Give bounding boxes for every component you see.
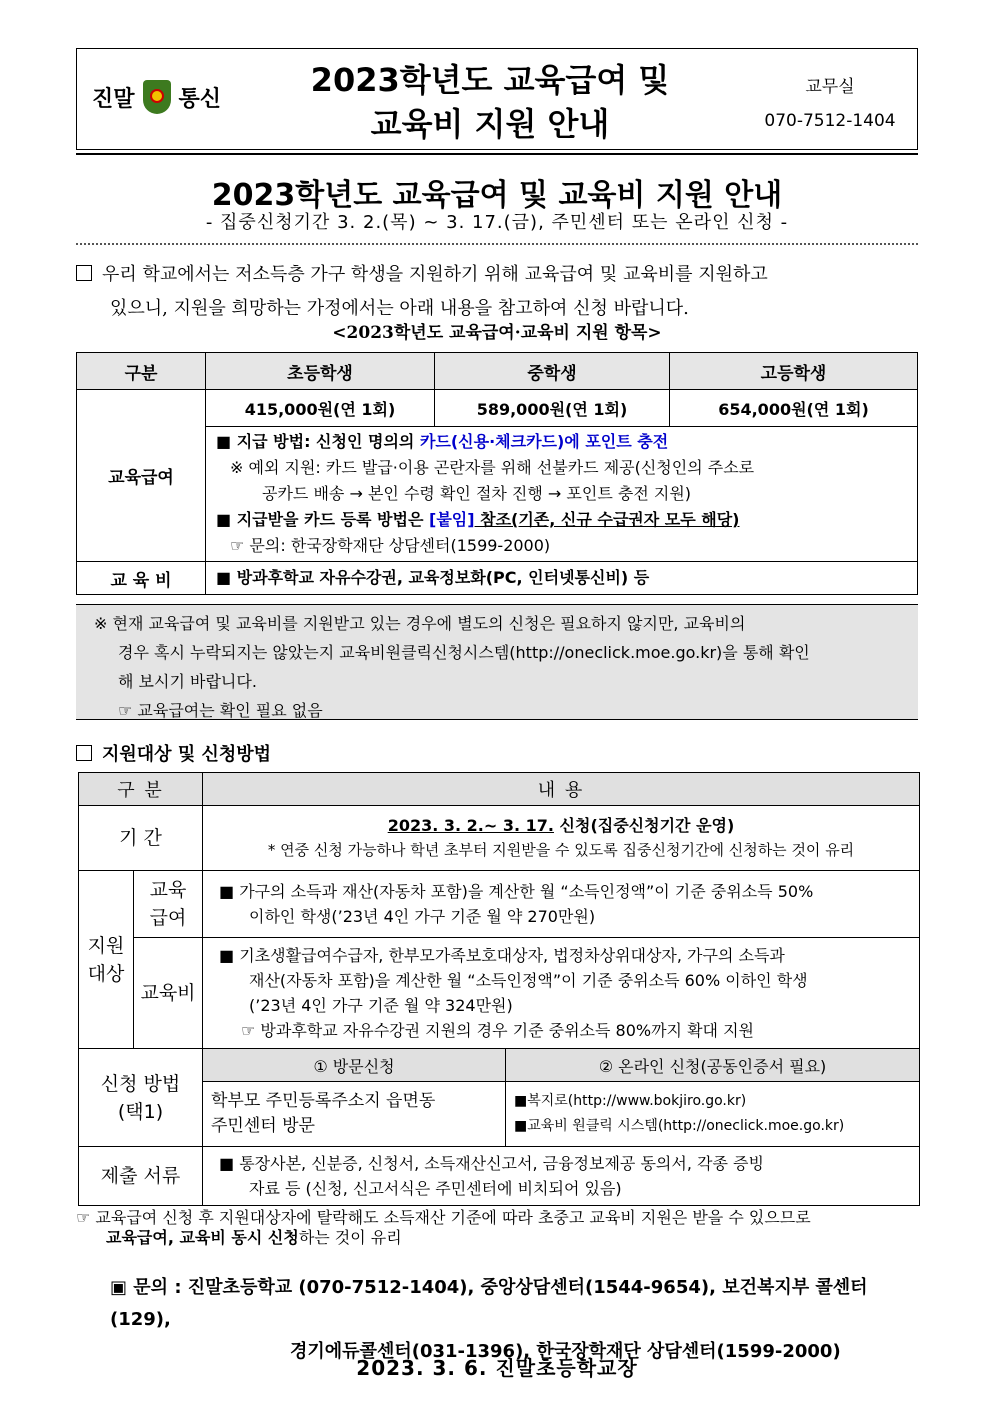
exception-line2: 공카드 배송 → 본인 수령 확인 절차 진행 → 포인트 충전 지원) <box>262 484 692 503</box>
inquiry-line: ☞ 문의: 한국장학재단 상담센터(1599-2000) <box>230 536 551 555</box>
online-header: ② 온라인 신청(공동인증서 필요) <box>506 1049 920 1082</box>
edu-cost-target-line3: (’23년 4인 가구 기준 월 약 324만원) <box>249 996 513 1015</box>
contact-line2: 경기에듀콜센터(031-1396), 한국장학재단 상담센터(1599-2000) <box>290 1341 841 1362</box>
label-method <box>79 1049 203 1147</box>
edu-cost-target-line1: ■ 기초생활급여수급자, 한부모가족보호대상자, 법정차상위대상자, 가구의 소득과 <box>219 946 785 965</box>
signature: 2023. 3. 6. 진말초등학교장 <box>356 1356 638 1380</box>
col-header-middle: 중학생 <box>435 353 670 390</box>
period-dates: 2023. 3. 2.~ 3. 17. <box>387 816 554 835</box>
edu-cost-target <box>203 938 920 1049</box>
col-header-content: 내 용 <box>203 773 920 806</box>
visit-header: ① 방문신청 <box>203 1049 506 1082</box>
section-title-text: 지원대상 및 신청방법 <box>102 744 272 765</box>
label-target <box>79 871 134 1049</box>
header-rule <box>76 153 918 155</box>
row-label-edu-cost: 교 육 비 <box>77 562 206 595</box>
newsletter-logo <box>92 80 221 114</box>
register-text: ■ 지급받을 카드 등록 방법은 <box>216 510 429 529</box>
visit-desc-line2: 주민센터 방문 <box>211 1116 315 1136</box>
online-desc-line1: ■복지로(http://www.bokjiro.go.kr) <box>514 1093 747 1109</box>
online-desc-line2: ■교육비 원클릭 시스템(http://oneclick.moe.go.kr) <box>514 1118 845 1134</box>
section-title <box>76 740 271 766</box>
header-title <box>270 58 710 146</box>
label-period: 기 간 <box>79 806 203 871</box>
label-edu-benefit-line2: 급여 <box>149 907 187 929</box>
footnote <box>76 1208 926 1248</box>
label-edu-cost: 교육비 <box>134 938 203 1049</box>
header-title-line1: 2023학년도 교육급여 및 <box>310 61 670 99</box>
row-label-edu-benefit: 교육급여 <box>77 390 206 562</box>
label-target-line2: 대상 <box>87 962 125 985</box>
period-suffix: 신청(집중신청기간 운영) <box>553 816 735 835</box>
docs-line2: 자료 등 (신청, 신고서식은 주민센터에 비치되어 있음) <box>249 1179 622 1198</box>
edu-benefit-description <box>206 427 918 562</box>
footnote-line1: ☞ 교육급여 신청 후 지원대상자에 탈락해도 소득재산 기준에 따라 초중고 교육비 지원은 받을 수 있으므로 <box>76 1208 811 1227</box>
visit-desc-line1: 학부모 주민등록주소지 읍면동 <box>211 1091 436 1111</box>
col-header-category: 구분 <box>77 353 206 390</box>
shield-logo-icon <box>143 80 171 114</box>
edu-cost-target-line4: ☞ 방과후학교 자유수강권 지원의 경우 기준 중위소득 80%까지 확대 지원 <box>241 1021 754 1040</box>
label-docs: 제출 서류 <box>79 1147 203 1206</box>
edu-cost-description: ■ 방과후학교 자유수강권, 교육정보화(PC, 인터넷통신비) 등 <box>206 562 918 595</box>
edu-cost-target-line2: 재산(자동차 포함)을 계산한 월 “소득인정액”이 기준 중위소득 60% 이하인 학생 <box>249 971 808 990</box>
edu-benefit-target-line2: 이하인 학생(’23년 4인 가구 기준 월 약 270만원) <box>249 907 596 926</box>
edu-benefit-target-line1: ■ 가구의 소득과 재산(자동차 포함)을 계산한 월 “소득인정액”이 기준 중위소득 50% <box>219 882 814 901</box>
table-caption: <2023학년도 교육급여·교육비 지원 항목> <box>332 323 662 343</box>
support-table <box>76 352 918 595</box>
edu-benefit-target <box>203 871 920 938</box>
intro-paragraph <box>76 258 922 326</box>
notice-line1: ※ 현재 교육급여 및 교육비를 지원받고 있는 경우에 별도의 신청은 필요하지 않지만, 교육비의 <box>94 614 746 633</box>
label-method-line1: 신청 방법 <box>100 1072 181 1095</box>
contact-line1: ▣ 문의 : 진말초등학교 (070-7512-1404), 중앙상담센터(1544-9654), 보건복지부 콜센터(129), <box>110 1277 868 1330</box>
register-highlight: [붙임] <box>429 510 475 529</box>
label-method-line2: (택1) <box>117 1100 164 1123</box>
col-header-elementary: 초등학생 <box>206 353 435 390</box>
checkbox-icon <box>76 745 92 761</box>
page-title: 2023학년도 교육급여 및 교육비 지원 안내 <box>211 178 783 213</box>
label-edu-benefit <box>134 871 203 938</box>
notice-line4: ☞ 교육급여는 확인 필요 없음 <box>118 701 323 720</box>
intro-line2: 있으니, 지원을 희망하는 가정에서는 아래 내용을 참고하여 신청 바랍니다. <box>110 298 689 319</box>
footnote-rest: 하는 것이 유리 <box>298 1228 402 1247</box>
exception-line1: ※ 예외 지원: 카드 발급·이용 곤란자를 위해 선불카드 제공(신청인의 주소로 <box>230 458 755 477</box>
period-content <box>203 806 920 871</box>
pay-method-highlight: 카드(신용·체크카드)에 포인트 충전 <box>419 432 669 451</box>
notice-line2: 경우 혹시 누락되지는 않았는지 교육비원클릭신청시스템(http://oneclick.moe.go.kr)을 통해 확인 <box>118 643 810 662</box>
amount-elementary: 415,000원(연 1회) <box>206 390 435 427</box>
col-header-high: 고등학생 <box>670 353 918 390</box>
docs-content <box>203 1147 920 1206</box>
intro-line1: 우리 학교에서는 저소득층 가구 학생을 지원하기 위해 교육급여 및 교육비를 지원하고 <box>102 264 768 285</box>
period-note: * 연중 신청 가능하나 학년 초부터 지원받을 수 있도록 집중신청기간에 신청하는 것이 유리 <box>267 841 855 859</box>
page-subtitle: - 집중신청기간 3. 2.(목) ~ 3. 17.(금), 주민센터 또는 온라인 신청 - <box>205 212 789 233</box>
logo-right-text: 통신 <box>178 86 222 112</box>
online-desc <box>506 1082 920 1147</box>
register-suffix: 참조(기존, 신규 수급권자 모두 해당) <box>474 510 740 529</box>
col-header-category: 구 분 <box>79 773 203 806</box>
office-phone: 070-7512-1404 <box>764 111 896 131</box>
logo-left-text: 진말 <box>92 86 135 112</box>
divider <box>76 243 918 245</box>
header-office <box>760 70 900 138</box>
label-edu-benefit-line1: 교육 <box>149 879 187 901</box>
apply-table <box>78 772 920 1206</box>
header-title-line2: 교육비 지원 안내 <box>370 105 610 143</box>
amount-high: 654,000원(연 1회) <box>670 390 918 427</box>
office-name: 교무실 <box>805 77 855 97</box>
pay-method-text: ■ 지급 방법: 신청인 명의의 <box>216 432 420 451</box>
checkbox-icon <box>76 265 92 281</box>
visit-desc <box>203 1082 506 1147</box>
notice-line3: 해 보시기 바랍니다. <box>118 672 257 691</box>
notice-box <box>76 604 918 720</box>
docs-line1: ■ 통장사본, 신분증, 신청서, 소득재산신고서, 금융정보제공 동의서, 각종 증빙 <box>219 1154 764 1173</box>
label-target-line1: 지원 <box>87 934 125 957</box>
footnote-bold: 교육급여, 교육비 동시 신청 <box>106 1228 299 1247</box>
amount-middle: 589,000원(연 1회) <box>435 390 670 427</box>
